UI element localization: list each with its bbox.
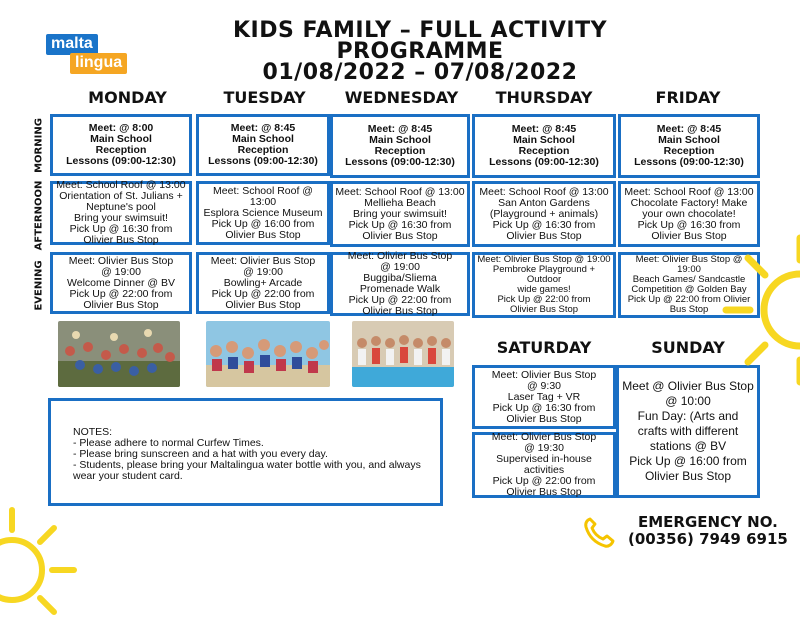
logo-lingua: lingua: [70, 53, 127, 74]
sun-icon: [690, 230, 800, 390]
thu-afternoon-text: Meet: School Roof @ 13:00 San Anton Gardens (Playground + animals) Pick Up @ 16:30 from Olivier Bus Stop: [479, 185, 609, 242]
photo-group-beach: [206, 321, 330, 387]
mon-evening-cell: [50, 252, 192, 314]
mon-afternoon-cell: [50, 181, 192, 245]
tue-afternoon-cell: [196, 181, 330, 245]
emergency-number: (00356) 7949 6915: [628, 530, 788, 548]
tue-morning-cell: [196, 114, 330, 176]
mon-morning-text: Meet: @ 8:00 Main School Reception Lessons (09:00-12:30): [66, 122, 176, 167]
day-friday: FRIDAY: [655, 88, 721, 107]
wed-morning-text: Meet: @ 8:45 Main School Reception Lessons (09:00-12:30): [345, 123, 455, 168]
photo-group-pool: [352, 321, 454, 387]
mon-afternoon-text: Meet: School Roof @ 13:00 Orientation of St. Julians + Neptune's pool Bring your swimsuit! Pick Up @ 16:30 from Olivier Bus Stop: [56, 179, 186, 246]
wed-afternoon-text: Meet: School Roof @ 13:00 Mellieha Beach Bring your swimsuit! Pick Up @ 16:30 from Olivier Bus Stop: [335, 185, 465, 242]
day-monday: MONDAY: [88, 88, 167, 107]
day-thursday: THURSDAY: [495, 88, 593, 107]
fri-afternoon-text: Meet: School Roof @ 13:00 Chocolate Factory! Make your own chocolate! Pick Up @ 16:30 from Olivier Bus Stop: [624, 185, 754, 242]
period-afternoon: AFTERNOON: [33, 180, 45, 251]
logo-malta: malta: [46, 34, 98, 55]
fri-morning-cell: [618, 114, 760, 178]
wed-morning-cell: [330, 114, 470, 178]
tue-evening-text: Meet: Olivier Bus Stop @ 19:00 Bowling+ Arcade Pick Up @ 22:00 from Olivier Bus Stop: [210, 254, 316, 311]
maltalingua-logo: [46, 34, 130, 78]
sat-first-text: Meet: Olivier Bus Stop @ 9:30 Laser Tag + VR Pick Up @ 16:30 from Olivier Bus Stop: [491, 368, 597, 425]
thu-morning-text: Meet: @ 8:45 Main School Reception Lessons (09:00-12:30): [489, 123, 599, 168]
tue-afternoon-text: Meet: School Roof @ 13:00 Esplora Science Museum Pick Up @ 16:00 from Olivier Bus Stop: [203, 184, 323, 241]
sat-first-cell: [472, 365, 616, 429]
wed-afternoon-cell: [330, 181, 470, 247]
fri-evening-text: Meet: Olivier Bus Stop @ 19:00 Beach Games/ Sandcastle Competition @ Golden Bay Pick Up @ 22:00 from Olivier Bus Stop: [627, 254, 751, 315]
period-morning: MORNING: [33, 118, 45, 173]
day-tuesday: TUESDAY: [223, 88, 306, 107]
mon-morning-cell: [50, 114, 192, 176]
tue-morning-text: Meet: @ 8:45 Main School Reception Lessons (09:00-12:30): [208, 122, 318, 167]
day-saturday: SATURDAY: [496, 338, 592, 357]
period-evening: EVENING: [33, 260, 45, 311]
thu-evening-cell: [472, 252, 616, 318]
title-line-1: KIDS FAMILY – FULL ACTIVITY PROGRAMME: [232, 18, 608, 64]
tue-evening-cell: [196, 252, 330, 314]
notes-items: - Please adhere to normal Curfew Times. - Please bring sunscreen and a hat with you every day. - Students, please bring your Maltalingua water bottle with you, and always wear your student card.: [73, 437, 421, 482]
mon-evening-text: Meet: Olivier Bus Stop @ 19:00 Welcome Dinner @ BV Pick Up @ 22:00 from Olivier Bus Stop: [67, 254, 175, 311]
photo-group-park: [58, 321, 180, 387]
sat-second-text: Meet: Olivier Bus Stop @ 19:30 Supervised in-house activities Pick Up @ 22:00 from Olivier Bus Stop: [491, 431, 597, 498]
emergency-contact: [628, 514, 788, 548]
day-sunday: SUNDAY: [651, 338, 725, 357]
wed-evening-text: Meet: Olivier Bus Stop @ 19:00 Buggiba/Sliema Promenade Walk Pick Up @ 22:00 from Olivier Bus Stop: [347, 250, 453, 317]
notes-heading: NOTES:: [73, 426, 113, 438]
fri-morning-text: Meet: @ 8:45 Main School Reception Lessons (09:00-12:30): [634, 123, 744, 168]
title-line-2: 01/08/2022 – 07/08/2022: [262, 60, 578, 85]
page-title: [150, 20, 690, 83]
notes-box: [48, 398, 443, 506]
sun-full-text: Meet @ Olivier Bus Stop @ 10:00 Fun Day: (Arts and crafts with different stations @ BV Pick Up @ 16:00 from Olivier Bus Stop: [622, 379, 754, 483]
phone-icon: [582, 515, 616, 549]
sat-second-cell: [472, 432, 616, 498]
sun-icon-small: [0, 500, 110, 618]
day-wednesday: WEDNESDAY: [344, 88, 459, 107]
thu-morning-cell: [472, 114, 616, 178]
thu-evening-text: Meet: Olivier Bus Stop @ 19:00 Pembroke Playground + Outdoor wide games! Pick Up @ 22:00 from Olivier Bus Stop: [477, 254, 611, 315]
thu-afternoon-cell: [472, 181, 616, 247]
emergency-label: EMERGENCY NO.: [637, 513, 778, 531]
wed-evening-cell: [330, 252, 470, 316]
